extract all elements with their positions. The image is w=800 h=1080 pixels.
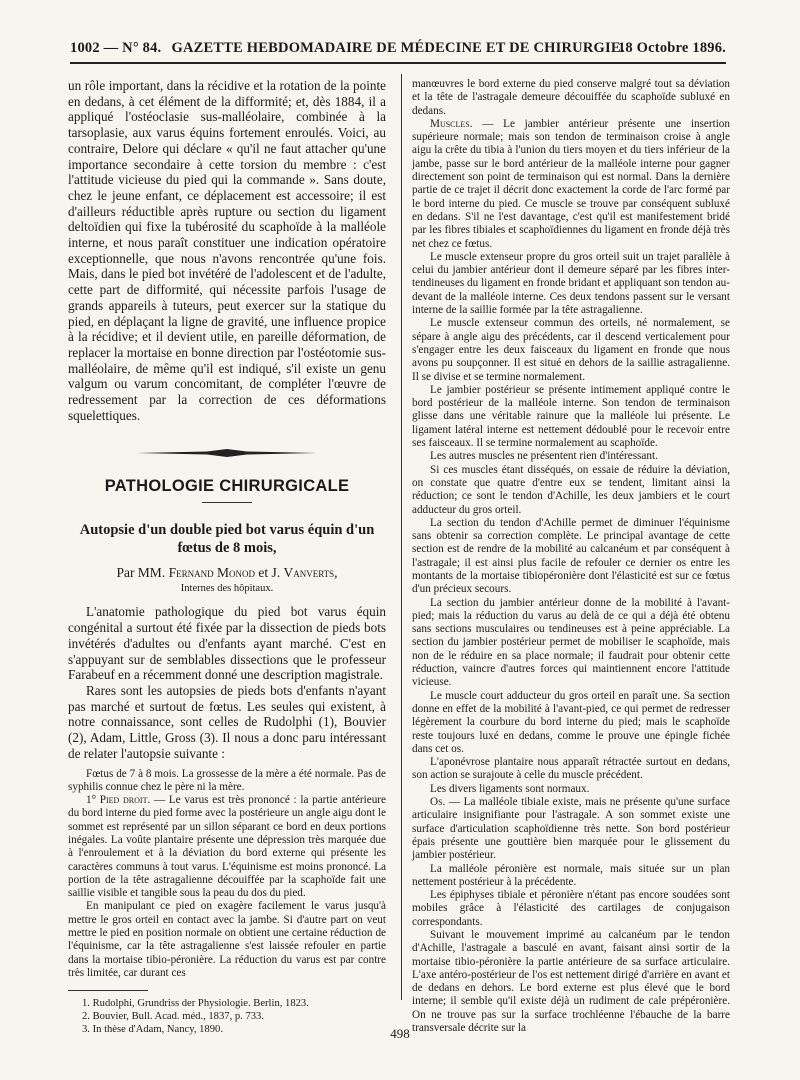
affiliation: Internes des hôpitaux. <box>180 583 274 595</box>
ornamental-rule <box>137 449 317 457</box>
case-heading: Muscles. <box>430 117 473 130</box>
article-title: Autopsie d'un double pied bot varus équin d'un fœtus de 8 mois, <box>79 522 375 557</box>
byline-par: Par MM. <box>116 565 166 581</box>
case-text: — La malléole tibiale existe, mais ne présente qu'une surface articulaire insignifiante pour l'astragale. A son sommet existe une surface d'articulation scaphoïdienne très nette. Son bord postérieur épais présente une gouttière bien marquée pour le glissement du jambier postérieur. <box>412 796 730 862</box>
right-column <box>412 78 730 1035</box>
case-paragraph: Suivant le mouvement imprimé au calcanéum par le tendon d'Achille, l'astragale a basculé en avant, faisant ainsi sortir de la mortaise tibio-péronière la partie antérieure de sa surface articulaire. L'axe antéro-postérieur de l'os est nettement dirigé d'arrière en avant et de dedans en dehors. Le bord externe est plus élevé que le bord interne; il semble qu'il existe déjà un rudiment de cale prépéronière. On ne trouve pas sur la surface trochléenne l'ébauche de la barre transversale décrite sur la <box>412 929 730 1035</box>
left-column <box>68 78 386 1036</box>
section-divider <box>202 502 252 503</box>
case-paragraph: Le muscle extenseur propre du gros orteil suit un trajet parallèle à celui du jambier antérieur dont il demeure séparé par les fibres inter-tendineuses du ligament en fronde bridant et appliquant son tendon au-devant de la malléole interne. Ces deux tendons passent sur le versant interne de la saillie formée par la tête astragalienne. <box>412 250 730 317</box>
case-text: — Le varus est très prononcé : la partie antérieure du bord interne du pied forme avec la postérieure un angle aigu dont le sommet est représenté par un sillon séparant ce bord en deux portions inégales. La voûte plantaire présente une dépression très marquée due à l'enroulement et à la déviation du bord externe qui présente les caractères communs à tout varus. L'équinisme est moins prononcé. La portion de la tête astragalienne découiffée par la scaphoïde fait une saillie visible et tangible sous la peau du dos du pied. <box>68 794 386 900</box>
author-vanverts: Vanverts, <box>283 565 338 581</box>
case-paragraph: Si ces muscles étant disséqués, on essaie de réduire la déviation, on constate que quatre d'entre eux se tendent, limitant ainsi la réduction; ce sont le tendon d'Achille, les deux jambiers et le court adducteur du gros orteil. <box>412 463 730 516</box>
case-paragraph: Le muscle extenseur commun des orteils, né normalement, se sépare à angle aigu des précédents, car il descend verticalement pour s'engager entre les deux faisceaux du ligament en fronde que nous avons pu soupçonner. Il est situé en dehors de la saillie astragalienne. Il se divise et se termine normalement. <box>412 317 730 383</box>
case-paragraph: Les autres muscles ne présentent rien d'intéressant. <box>430 450 658 463</box>
body-paragraph: L'anatomie pathologique du pied bot varus équin congénital a surtout été fixée par la dissection de pieds bots invétérés d'adultes ou d'enfants ayant marché. C'est en s'appuyant sur de semblables dissections que le professeur Farabeuf en a récemment donné une description magistrale. <box>68 604 386 683</box>
author-monod: Fernand Monod <box>168 565 255 581</box>
footnote: 1. Rudolphi, Grundriss der Physiologie. Berlin, 1823. <box>82 998 309 1010</box>
column-rule <box>401 74 402 1000</box>
intro-paragraph: un rôle important, dans la récidive et la rotation de la pointe en dedans, à cet élément de la difformité; et, dès 1884, il a appliqué l'ostéoclasie sus-malléolaire, combinée à la tarsoplasie, aux varus équins fortement enroulés. Voici, au contraire, Delore qui déclare « qu'il ne faut attacher qu'une importance secondaire à cette torsion du membre : c'est l'attitude vicieuse du pied qui la commande ». Sans doute, chez le jeune enfant, ce déplacement est accessoire; il est d'ailleurs réductible après rupture ou section du ligament deltoïdien qui fixe la tubérosité du scaphoïde à la malléole interne, et nous paraît constituer une indication opératoire exceptionnelle, que nous n'avons rencontrée qu'une fois. Mais, dans le pied bot invétéré de l'adolescent et de l'adulte, cette part de difformité, qui nécessite parfois l'usage de grands appareils à tuteurs, peut exercer sur la statique du pied, en déplaçant la ligne de gravité, une influence propice à la récidive; et il devient utile, en pareille déformation, de replacer la mortaise en bonne direction par l'ostéotomie sus-malléolaire, de même qu'il est indiqué, s'il existe un genu valgum ou varum concomitant, de compléter l'œuvre de redressement par la correction de ces déformations squelettiques. <box>68 78 386 423</box>
case-paragraph: L'aponévrose plantaire nous apparaît rétractée surtout en dedans, son action se surajoute à celle du muscle précédent. <box>412 756 730 782</box>
case-text: — Le jambier antérieur présente une insertion supérieure normale; mais son tendon de terminaison croise à angle aigu la crête du tibia à l'union du tiers moyen et du tiers inférieur de la jambe, passe sur le bord antérieur de la malléole interne pour gagner directement son point de terminaison qui est normal. Dans la dernière partie de ce trajet il décrit donc exactement la corde de l'arc formé par le bord interne du pied. Ce muscle se trouve par conséquent subluxé en dedans. S'il ne l'est davantage, c'est qu'il est manifestement bridé par les fibres tibiales et scaphoïdiennes du ligament en fronde déjà très net chez ce fœtus. <box>412 117 730 250</box>
body-paragraph: Rares sont les autopsies de pieds bots d'enfants n'ayant pas marché et surtout de fœtus. Les seules qui existent, à notre connaissance, sont celles de Rudolphi (1), Bouvier (2), Adam, Little, Gross (3). Il nous a donc paru intéressant de relater l'autopsie suivante : <box>68 682 386 761</box>
case-paragraph: En manipulant ce pied on exagère facilement le varus jusqu'à mettre le gros orteil en contact avec la jambe. Si d'autre part on veut mettre le pied en position normale on obtient une certaine réduction de l'équinisme, car la tête astragalienne s'est laissée refouler en partie dans la mortaise tibio-péronière. La réduction du varus est par contre très limitée, car durant ces <box>68 900 386 979</box>
case-paragraph: Le jambier postérieur se présente intimement appliqué contre le bord postérieur de la malléole interne. Son tendon de terminaison glisse dans une véritable rainure que la malléole lui présente. Le ligament latéral interne est nettement dédoublé pour le recevoir entre ses faisceaux. Il se termine normalement au scaphoïde. <box>412 383 730 450</box>
case-paragraph <box>412 118 730 251</box>
footnote-rule <box>68 990 148 991</box>
case-heading: Os. <box>430 796 446 809</box>
section-title: PATHOLOGIE CHIRURGICALE <box>104 477 350 496</box>
journal-title: GAZETTE HEBDOMADAIRE DE MÉDECINE ET DE CHIRURGIE. <box>171 40 625 56</box>
footnote: 2. Bouvier, Bull. Acad. méd., 1837, p. 733. <box>82 1011 265 1023</box>
issue-number: 1002 — N° 84. <box>70 40 162 56</box>
case-heading: 1° Pied droit. <box>86 794 151 807</box>
case-paragraph: Le muscle court adducteur du gros orteil en paraît une. Sa section donne en effet de la mobilité à l'avant-pied, ce qui permet de redresser légèrement la courbure du bord interne du pied; mais le scaphoïde reste toujours luxé en dedans, comme le prouve une épingle fichée dans cet os. <box>412 689 730 755</box>
byline <box>68 565 386 581</box>
case-paragraph: La section du tendon d'Achille permet de diminuer l'équinisme sans obtenir sa correction complète. Le principal avantage de cette section est de rendre de la mobilité au calcanéum et par conséquent à l'astragale; il est ainsi plus facile de refouler ce dernier os entre les montants de la mortaise tibiopéronière dont l'élasticité est sur ce fœtus d'un précieux secours. <box>412 516 730 596</box>
case-paragraph: Les divers ligaments sont normaux. <box>430 782 590 795</box>
byline-et: et J. <box>258 565 281 581</box>
case-paragraph: Les épiphyses tibiale et péronière n'étant pas encore soudées sont mobiles grâce à l'élasticité des cartilages de conjugaison correspondants. <box>412 889 730 928</box>
case-paragraph <box>68 794 386 900</box>
case-paragraph: La section du jambier antérieur donne de la mobilité à l'avant-pied; mais la réduction du varus au delà de ce qui a déjà été obtenu sans sections musculaires ou tendineuses est à peine appréciable. La section du jambier postérieur permet de mobiliser le scaphoïde, mais non de le réduire en sa place normale; il faudrait pour obtenir cette réduction, vaincre d'autres forces qui maintiennent encore l'attitude vicieuse. <box>412 596 730 689</box>
page-folio: 498 <box>390 1026 410 1041</box>
case-paragraph: La malléole péronière est normale, mais située sur un plan nettement postérieur à la précédente. <box>412 862 730 888</box>
issue-date: 18 Octobre 1896. <box>617 40 726 56</box>
running-header <box>70 38 726 64</box>
case-paragraph <box>412 796 730 862</box>
footnote: 3. In thèse d'Adam, Nancy, 1890. <box>82 1024 223 1036</box>
case-paragraph: Fœtus de 7 à 8 mois. La grossesse de la mère a été normale. Pas de syphilis connue chez le père ni la mère. <box>68 767 386 793</box>
case-paragraph: manœuvres le bord externe du pied conserve malgré tout sa déviation et la tête de l'astragale demeure découiffée du scaphoïde subluxé en dedans. <box>412 78 730 117</box>
